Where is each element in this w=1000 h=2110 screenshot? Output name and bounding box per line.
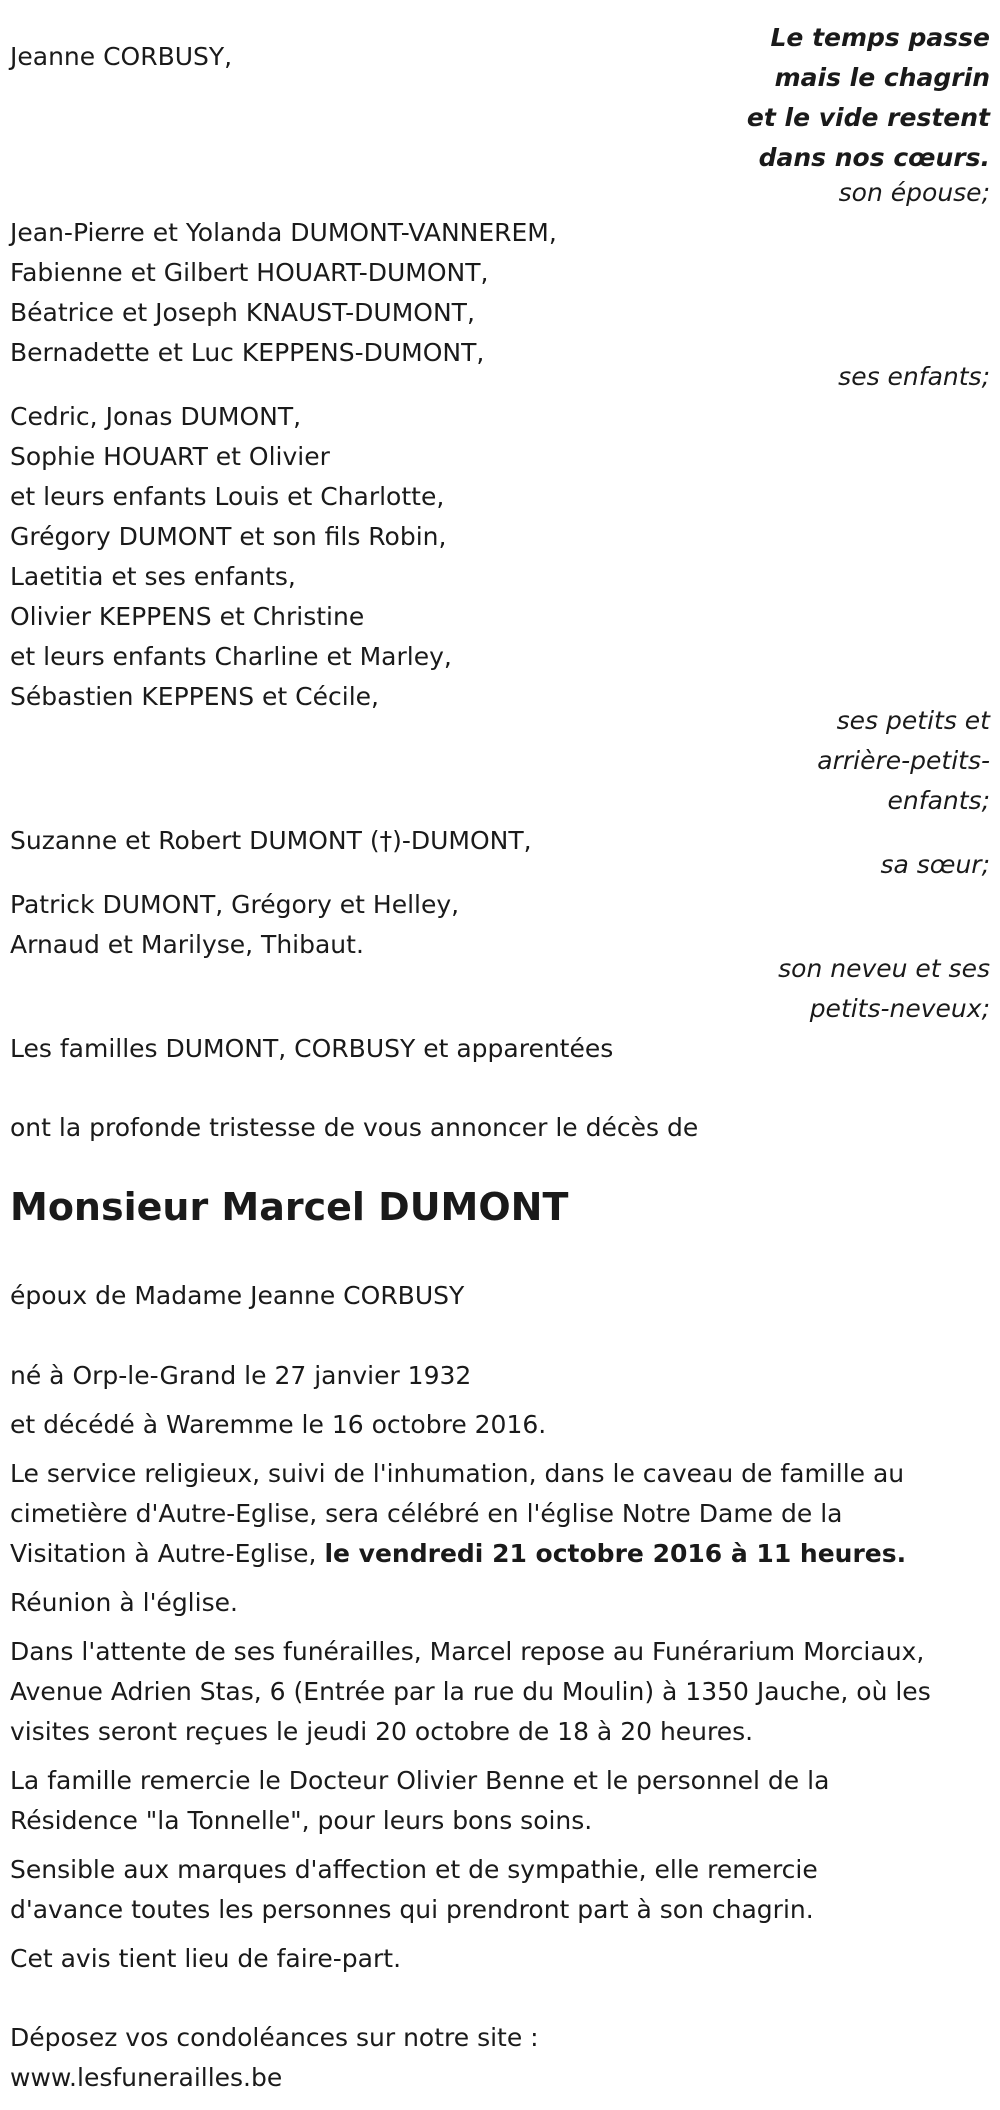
sympathy-paragraph xyxy=(10,1850,818,1930)
widow-role: son épouse; xyxy=(838,178,990,207)
grandchild-entry: Olivier KEPPENS et Christine xyxy=(10,602,365,631)
service-line: Le service religieux, suivi de l'inhumation, dans le caveau de famille au xyxy=(10,1459,905,1488)
poem-line: Le temps passe xyxy=(770,23,990,52)
service-line xyxy=(10,1534,906,1574)
reunion-line: Réunion à l'église. xyxy=(10,1588,238,1617)
role-line: arrière-petits- xyxy=(817,746,990,775)
poem xyxy=(747,18,990,178)
children-role: ses enfants; xyxy=(838,362,990,391)
role-line: enfants; xyxy=(887,786,990,815)
grandchild-entry: Cedric, Jonas DUMONT, xyxy=(10,402,302,431)
grandchild-entry: et leurs enfants Louis et Charlotte, xyxy=(10,482,445,511)
sister-role: sa sœur; xyxy=(880,850,990,879)
thanks-paragraph xyxy=(10,1761,829,1841)
nephews-list xyxy=(10,885,459,965)
role-line: son neveu et ses xyxy=(778,954,990,983)
service-location: Visitation à Autre-Eglise, xyxy=(10,1539,325,1568)
grandchild-entry: Sébastien KEPPENS et Cécile, xyxy=(10,682,379,711)
visits-line: Dans l'attente de ses funérailles, Marcel repose au Funérarium Morciaux, xyxy=(10,1637,925,1666)
notice-line: Cet avis tient lieu de faire-part. xyxy=(10,1944,402,1973)
grandchildren-list xyxy=(10,397,452,717)
service-date: le vendredi 21 octobre 2016 à 11 heures. xyxy=(324,1539,907,1568)
role-line: petits-neveux; xyxy=(809,994,990,1023)
grandchildren-role xyxy=(817,701,990,821)
thanks-line: La famille remercie le Docteur Olivier Benne et le personnel de la xyxy=(10,1766,830,1795)
announcement-line: ont la profonde tristesse de vous annoncer le décès de xyxy=(10,1113,699,1142)
nephews-role xyxy=(778,949,990,1029)
role-line: ses petits et xyxy=(836,706,990,735)
grandchild-entry: Sophie HOUART et Olivier xyxy=(10,442,330,471)
birth-line: né à Orp-le-Grand le 27 janvier 1932 xyxy=(10,1361,472,1390)
visits-paragraph xyxy=(10,1632,931,1752)
deceased-name: Monsieur Marcel DUMONT xyxy=(10,1185,569,1229)
child-entry: Béatrice et Joseph KNAUST-DUMONT, xyxy=(10,298,475,327)
visits-line: Avenue Adrien Stas, 6 (Entrée par la rue du Moulin) à 1350 Jauche, où les xyxy=(10,1677,931,1706)
poem-line: mais le chagrin xyxy=(774,63,990,92)
families-line: Les familles DUMONT, CORBUSY et apparentées xyxy=(10,1034,614,1063)
sympathy-line: d'avance toutes les personnes qui prendront part à son chagrin. xyxy=(10,1895,814,1924)
spouse-line: époux de Madame Jeanne CORBUSY xyxy=(10,1281,465,1310)
condolences-block xyxy=(10,2018,539,2098)
condolences-text: Déposez vos condoléances sur notre site : xyxy=(10,2023,539,2052)
visits-line: visites seront reçues le jeudi 20 octobre de 18 à 20 heures. xyxy=(10,1717,754,1746)
sympathy-line: Sensible aux marques d'affection et de sympathie, elle remercie xyxy=(10,1855,818,1884)
child-entry: Fabienne et Gilbert HOUART-DUMONT, xyxy=(10,258,489,287)
sister-name: Suzanne et Robert DUMONT (†)-DUMONT, xyxy=(10,826,532,855)
grandchild-entry: Laetitia et ses enfants, xyxy=(10,562,296,591)
thanks-line: Résidence "la Tonnelle", pour leurs bons soins. xyxy=(10,1806,593,1835)
death-line: et décédé à Waremme le 16 octobre 2016. xyxy=(10,1410,547,1439)
service-line: cimetière d'Autre-Eglise, sera célébré en l'église Notre Dame de la xyxy=(10,1499,843,1528)
nephew-entry: Patrick DUMONT, Grégory et Helley, xyxy=(10,890,460,919)
grandchild-entry: et leurs enfants Charline et Marley, xyxy=(10,642,452,671)
condolences-url: www.lesfunerailles.be xyxy=(10,2063,283,2092)
poem-line: et le vide restent xyxy=(746,103,990,132)
grandchild-entry: Grégory DUMONT et son fils Robin, xyxy=(10,522,447,551)
service-paragraph xyxy=(10,1454,906,1574)
child-entry: Jean-Pierre et Yolanda DUMONT-VANNEREM, xyxy=(10,218,557,247)
child-entry: Bernadette et Luc KEPPENS-DUMONT, xyxy=(10,338,485,367)
children-list xyxy=(10,213,557,373)
widow-name: Jeanne CORBUSY, xyxy=(10,42,233,71)
poem-line: dans nos cœurs. xyxy=(758,143,990,172)
nephew-entry: Arnaud et Marilyse, Thibaut. xyxy=(10,930,364,959)
